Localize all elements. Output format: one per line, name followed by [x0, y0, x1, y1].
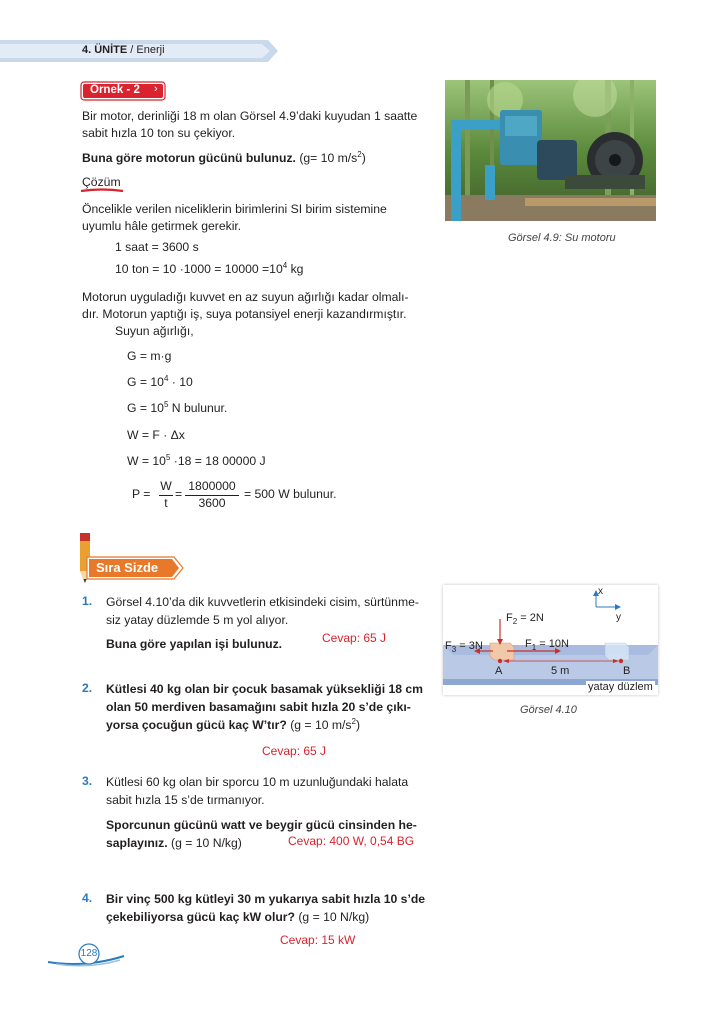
eq-part: =	[175, 487, 183, 501]
eq-part: G = 10	[127, 401, 164, 415]
exponent: 4	[163, 373, 169, 383]
force-value: = 3N	[456, 640, 483, 652]
question-text-line: olan 50 merdiven basamağını sabit hızla 20 s’de çıkı-	[106, 700, 411, 714]
distance-label: 5 m	[551, 665, 570, 677]
example-text-line: sabit hızla 10 ton su çekiyor.	[82, 126, 236, 140]
header-bar	[0, 40, 280, 62]
solution-text-line: uyumlu hâle getirmek gerekir.	[82, 219, 242, 233]
equation: W = F · Δx	[127, 428, 185, 442]
eq-part: G = 10	[127, 375, 164, 389]
solution-text-line: dır. Motorun yaptığı iş, suya potansiyel enerji kazandırmıştır.	[82, 307, 407, 321]
force-label-f2	[506, 612, 544, 627]
point-b-label: B	[623, 665, 631, 677]
unit-label: 4. ÜNİTE	[82, 44, 128, 56]
example-question	[82, 150, 366, 167]
question-number: 3.	[82, 774, 93, 788]
eq-part: P =	[132, 487, 151, 501]
force-label-f3	[445, 640, 483, 655]
solution-underline	[80, 188, 124, 194]
chevron-right-icon: ›	[154, 83, 158, 95]
fraction-numerator: 1800000	[188, 479, 236, 493]
axis-x-label: x	[598, 586, 603, 597]
question-text-line: Sporcunun gücünü watt ve beygir gücü cinsinden he-	[106, 818, 417, 832]
solution-text-line: Suyun ağırlığı,	[115, 324, 194, 338]
eq-part: ·18 = 18 00000 J	[170, 454, 266, 468]
exponent: 4	[282, 260, 288, 270]
example-text-line: Bir motor, derinliği 18 m olan Görsel 4.9’daki kuyudan 1 saatte	[82, 109, 418, 123]
question-text-line: Görsel 4.10’da dik kuvvetlerin etkisindeki cisim, sürtünme-	[106, 595, 419, 609]
question-text-line: Bir vinç 500 kg kütleyi 30 m yukarıya sabit hızla 10 s’de	[106, 892, 426, 906]
g-value: (g = 10 N/kg)	[167, 836, 242, 850]
photo-caption: Görsel 4.9: Su motoru	[508, 232, 616, 244]
eq-part: 10 ton = 10 ·1000 = 10000 =10	[115, 262, 283, 276]
g-value: (g = 10 m/s	[286, 718, 352, 732]
eq-part: · 10	[168, 375, 193, 389]
question-text-line: Kütlesi 60 kg olan bir sporcu 10 m uzunluğundaki halata	[106, 775, 409, 789]
header-text	[82, 44, 165, 56]
question-text: yorsa çocuğun gücü kaç W’tır?	[106, 718, 287, 732]
example-label	[82, 82, 166, 100]
exponent: 5	[165, 452, 171, 462]
topic-label: Enerji	[136, 44, 165, 56]
solution-text-line: Motorun uyguladığı kuvvet en az suyun ağırlığı kadar olmalı-	[82, 290, 409, 304]
answer-text: Cevap: 400 W, 0,54 BG	[288, 834, 415, 848]
equation	[127, 401, 227, 415]
force-value: = 10N	[536, 638, 569, 650]
photo-illustration	[445, 80, 656, 221]
page-number: 128	[80, 948, 98, 959]
question-text-line	[106, 835, 242, 852]
question-text-line	[106, 909, 369, 926]
force-value: = 2N	[517, 612, 544, 624]
force-symbol: F	[525, 638, 532, 650]
plane-label: yatay düzlem	[588, 681, 653, 693]
force-label-f1	[525, 638, 569, 653]
axis-y-label: y	[616, 612, 621, 623]
force-diagram	[443, 585, 658, 695]
question-number: 4.	[82, 891, 93, 905]
paren: )	[361, 151, 366, 165]
fraction-denominator: t	[164, 496, 168, 510]
example-label-text: Örnek - 2	[90, 84, 140, 96]
question-number: 1.	[82, 594, 93, 608]
solution-text-line: Öncelikle verilen niceliklerin birimlerini SI birim sistemine	[82, 202, 387, 216]
question-text-line: Kütlesi 40 kg olan bir çocuk basamak yüksekliği 18 cm	[106, 682, 424, 696]
question-text-line: sabit hızla 15 s’de tırmanıyor.	[106, 793, 265, 807]
question-text-line: siz yatay düzlemde 5 m yol alıyor.	[106, 613, 289, 627]
point-a-label: A	[495, 665, 503, 677]
eq-part: kg	[287, 262, 304, 276]
answer-text: Cevap: 65 J	[262, 744, 327, 758]
question-text: saplayınız.	[106, 836, 168, 850]
fraction-numerator: W	[160, 479, 172, 493]
sira-sizde-text: Sıra Sizde	[96, 560, 159, 575]
exponent: 2	[351, 716, 356, 726]
question-text: Buna göre motorun gücünü bulunuz.	[82, 151, 296, 165]
subscript: 3	[451, 645, 457, 655]
force-symbol: F	[445, 640, 452, 652]
equation	[115, 262, 303, 276]
question-text-line: Buna göre yapılan işi bulunuz.	[106, 637, 283, 651]
eq-part: W = 10	[127, 454, 166, 468]
force-symbol: F	[506, 612, 513, 624]
g-value: (g= 10 m/s	[299, 151, 358, 165]
solution-title: Çözüm	[82, 175, 121, 189]
subscript: 1	[531, 643, 537, 653]
question-text-line	[106, 717, 360, 734]
equation	[127, 454, 266, 468]
water-motor-photo	[445, 80, 656, 221]
exponent: 5	[163, 399, 169, 409]
g-value: (g = 10 N/kg)	[294, 910, 370, 924]
answer-text: Cevap: 65 J	[322, 631, 387, 645]
question-number: 2.	[82, 681, 93, 695]
equation	[127, 375, 193, 389]
eq-part: N bulunur.	[168, 401, 228, 415]
answer-text: Cevap: 15 kW	[280, 933, 356, 947]
subscript: 2	[512, 617, 518, 627]
question-text: çekebiliyorsa gücü kaç kW olur?	[106, 910, 295, 924]
sira-sizde-label	[88, 557, 184, 579]
equation: G = m·g	[127, 349, 172, 363]
paren: )	[355, 718, 361, 732]
exponent: 2	[357, 149, 362, 159]
fraction-denominator: 3600	[198, 496, 226, 510]
diagram-caption: Görsel 4.10	[520, 704, 577, 716]
equation: 1 saat = 3600 s	[115, 240, 199, 254]
header-sep: /	[127, 44, 137, 56]
eq-part: = 500 W bulunur.	[244, 487, 337, 501]
